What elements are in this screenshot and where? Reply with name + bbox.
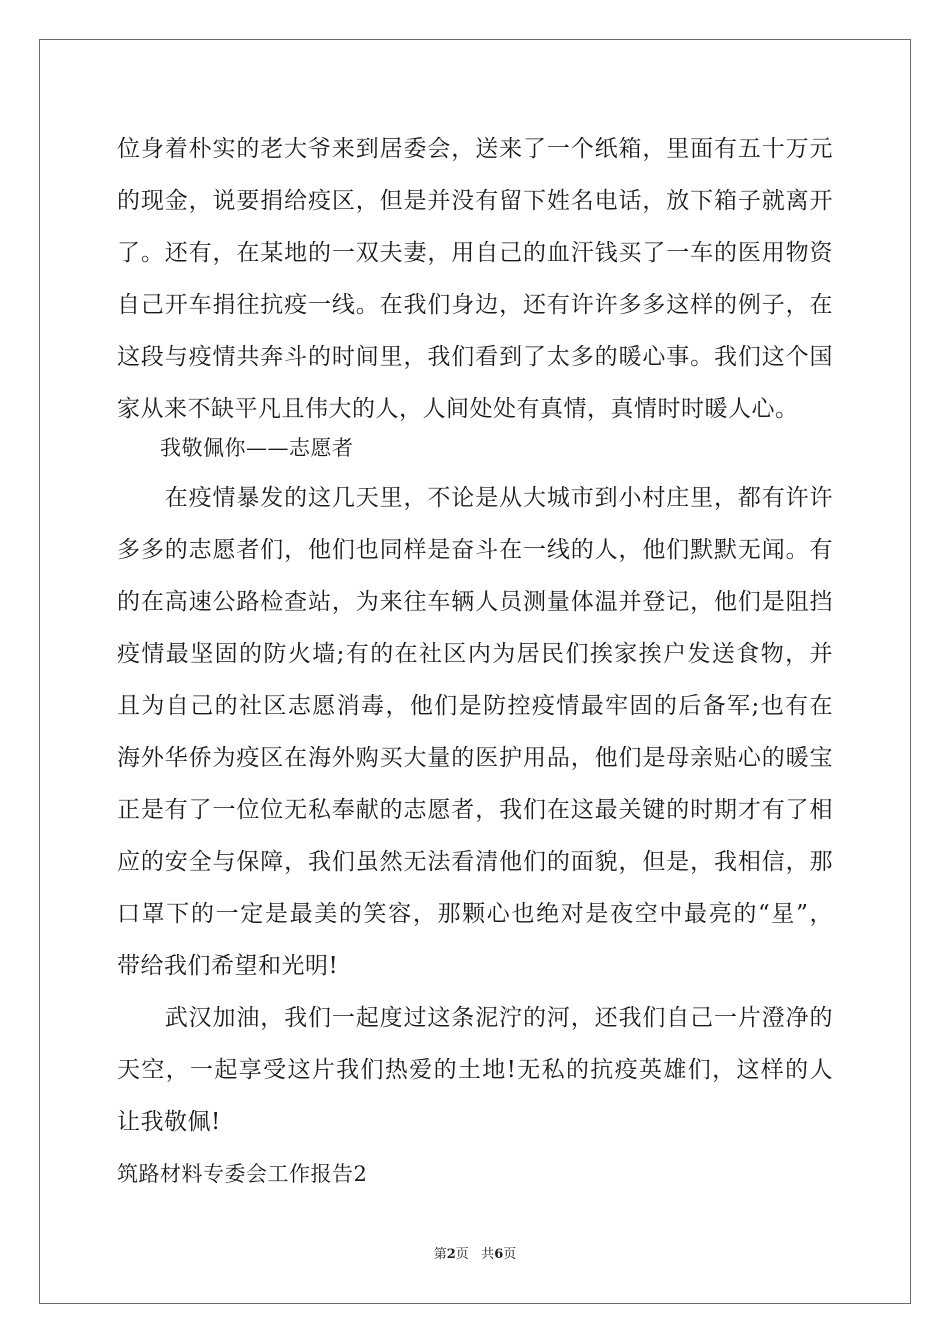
text-line: 正是有了一位位无私奉献的志愿者，我们在这最关键的时期才有了相: [117, 797, 833, 823]
text-line: 海外华侨为疫区在海外购买大量的医护用品，他们是母亲贴心的暖宝: [117, 745, 833, 771]
footer-prefix: 第: [433, 1247, 447, 1262]
footer-page-suffix: 页: [455, 1247, 469, 1262]
text-line: 应的安全与保障，我们虽然无法看清他们的面貌，但是，我相信，那: [117, 849, 833, 875]
text-line: 的在高速公路检查站，为来往车辆人员测量体温并登记，他们是阻挡: [117, 589, 833, 615]
text-line: 天空，一起享受这片我们热爱的土地!无私的抗疫英雄们，这样的人: [117, 1057, 833, 1083]
current-page-number: 2: [446, 1247, 456, 1262]
text-line: 多多的志愿者们，他们也同样是奋斗在一线的人，他们默默无闻。有: [117, 537, 833, 563]
text-line: 带给我们希望和光明!: [117, 953, 339, 979]
text-line: 了。还有，在某地的一双夫妻，用自己的血汗钱买了一车的医用物资: [117, 240, 833, 266]
text-line: 口罩下的一定是最美的笑容，那颗心也绝对是夜空中最亮的“星”，: [117, 901, 833, 927]
page-footer: [0, 1245, 950, 1265]
text-line: 位身着朴实的老大爷来到居委会，送来了一个纸箱，里面有五十万元: [117, 136, 833, 162]
text-line: 家从来不缺平凡且伟大的人，人间处处有真情，真情时时暖人心。: [117, 396, 799, 422]
text-line: 疫情最坚固的防火墙;有的在社区内为居民们挨家挨户发送食物，并: [117, 641, 833, 667]
total-page-count: 6: [494, 1247, 504, 1262]
footer-total-prefix: 共: [481, 1247, 495, 1262]
text-line: 自己开车捐往抗疫一线。在我们身边，还有许许多多这样的例子，在: [117, 292, 833, 318]
text-line: 这段与疫情共奔斗的时间里，我们看到了太多的暖心事。我们这个国: [117, 344, 833, 370]
text-line: 让我敬佩!: [117, 1109, 221, 1135]
section-title: 筑路材料专委会工作报告2: [117, 1162, 368, 1186]
text-line: 且为自己的社区志愿消毒，他们是防控疫情最牢固的后备军;也有在: [117, 693, 833, 719]
footer-total-suffix: 页: [503, 1247, 517, 1262]
text-line: 的现金，说要捐给疫区，但是并没有留下姓名电话，放下箱子就离开: [117, 188, 833, 214]
text-line: 在疫情暴发的这几天里，不论是从大城市到小村庄里，都有许许: [117, 485, 833, 511]
text-line: 武汉加油，我们一起度过这条泥泞的河，还我们自己一片澄净的: [117, 1005, 833, 1031]
subheading: 我敬佩你——志愿者: [117, 436, 354, 460]
